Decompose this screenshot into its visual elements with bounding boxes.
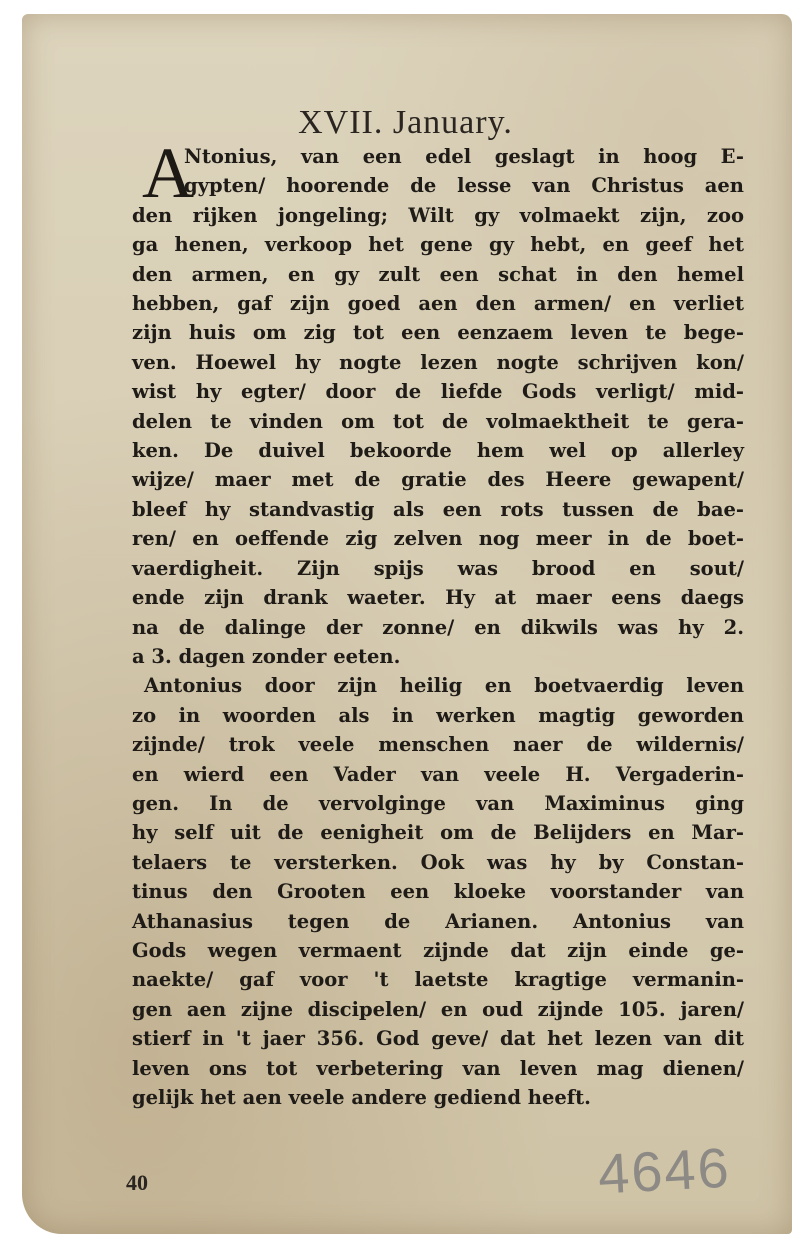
text-line: na de dalinge der zonne/ en dikwils was hy 2. [132, 615, 744, 639]
text-line: zo in woorden als in werken magtig geworden [132, 703, 744, 727]
text-line: a 3. dagen zonder eeten. [132, 644, 401, 668]
page-number: 40 [126, 1170, 148, 1195]
text-line: leven ons tot verbetering van leven mag dienen/ [132, 1056, 744, 1080]
body-text [132, 142, 744, 1112]
text-line: tinus den Grooten een kloeke voorstander van [132, 880, 744, 904]
text-line: zijnde/ trok veele menschen naer de wildernis/ [132, 733, 744, 757]
text-line: stierf in 't jaer 356. God geve/ dat het lezen van dit [132, 1027, 744, 1051]
text-line: bleef hy standvastig als een rots tussen de bae- [132, 497, 744, 521]
inventory-number: 4646 [596, 1135, 733, 1206]
text-line: hy self uit de eenigheit om de Belijders en Mar- [132, 821, 744, 845]
text-line: ga henen, verkoop het gene gy hebt, en geef het [132, 233, 744, 257]
text-line: ende zijn drank waeter. Hy at maer eens daegs [132, 586, 744, 610]
text-line: delen te vinden om tot de volmaektheit te gera- [132, 409, 744, 433]
text-line: vaerdigheit. Zijn spijs was brood en sout/ [132, 556, 744, 580]
text-line: den armen, en gy zult een schat in den hemel [132, 262, 744, 286]
text-line: wijze/ maer met de gratie des Heere gewapent/ [132, 468, 744, 492]
paragraph-1 [132, 142, 744, 671]
text-line: en wierd een Vader van veele H. Vergaderin- [132, 762, 744, 786]
text-line: Athanasius tegen de Arianen. Antonius van [132, 909, 744, 933]
paragraph-2 [132, 671, 744, 1112]
text-line: naekte/ gaf voor 't laetste kragtige vermanin- [132, 968, 744, 992]
text-line: ken. De duivel bekoorde hem wel op allerley [132, 439, 744, 463]
drop-cap: A [142, 133, 194, 213]
text-line: Antonius door zijn heilig en boetvaerdig leven [144, 674, 744, 698]
text-line: gypten/ hoorende de lesse van Christus aen [184, 174, 744, 198]
text-line: ven. Hoewel hy nogte lezen nogte schrijven kon/ [132, 350, 744, 374]
text-line: ren/ en oeffende zig zelven nog meer in de boet- [132, 527, 744, 551]
text-line: hebben, gaf zijn goed aen den armen/ en verliet [132, 292, 744, 316]
text-line: den rijken jongeling; Wilt gy volmaekt zijn, zoo [132, 203, 744, 227]
text-line: Ntonius, van een edel geslagt in hoog E- [184, 145, 744, 168]
text-line: Gods wegen vermaent zijnde dat zijn einde ge- [132, 938, 744, 962]
text-line: zijn huis om zig tot een eenzaem leven te bege- [132, 321, 744, 345]
page-title: XVII. January. [298, 104, 513, 141]
text-line: wist hy egter/ door de liefde Gods verligt/ mid- [132, 380, 744, 404]
text-line: gen aen zijne discipelen/ en oud zijnde 105. jaren/ [132, 997, 744, 1021]
text-line: telaers te versterken. Ook was hy by Constan- [132, 850, 744, 874]
text-line: gelijk het aen veele andere gediend heeft. [132, 1086, 591, 1109]
text-line: gen. In de vervolginge van Maximinus ging [132, 791, 744, 815]
